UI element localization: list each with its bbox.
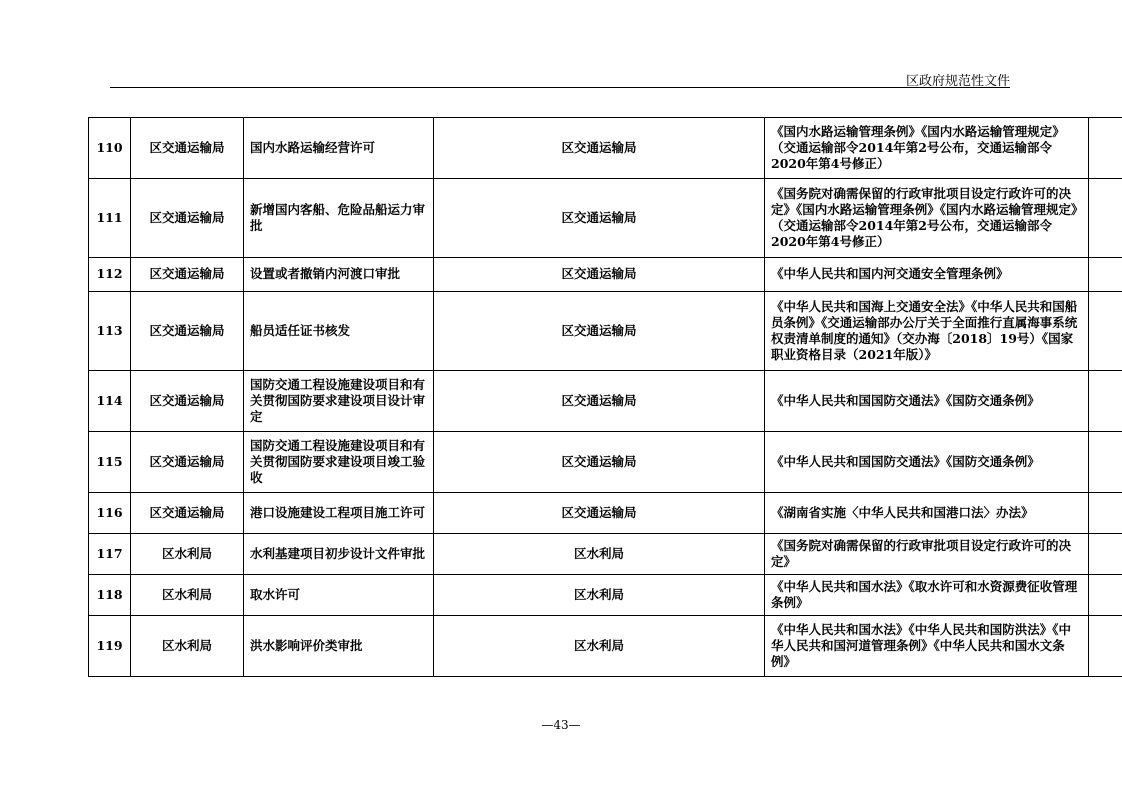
row-number: 111: [89, 179, 131, 258]
department-cell: 区交通运输局: [131, 432, 244, 493]
remark-cell: [1089, 118, 1122, 179]
remark-cell: [1089, 493, 1122, 534]
table-row: [89, 292, 1122, 371]
legal-basis-cell: 《中华人民共和国海上交通安全法》《中华人民共和国船员条例》《交通运输部办公厅关于全面推行直属海事系统权责清单制度的通知》（交办海〔2018〕19号）《国家职业资格目录（2021年版）》: [765, 292, 1089, 371]
page-number: —43—: [541, 718, 581, 732]
implementing-org-cell: 区交通运输局: [434, 118, 765, 179]
row-number: 112: [89, 258, 131, 292]
item-name-cell: 新增国内客船、危险品船运力审批: [244, 179, 434, 258]
item-name-cell: 洪水影响评价类审批: [244, 616, 434, 677]
implementing-org-cell: 区交通运输局: [434, 432, 765, 493]
header-title: 区政府规范性文件: [905, 74, 1010, 89]
legal-basis-cell: 《中华人民共和国国防交通法》《国防交通条例》: [765, 432, 1089, 493]
implementing-org-cell: 区水利局: [434, 575, 765, 616]
legal-basis-cell: 《国内水路运输管理条例》《国内水路运输管理规定》（交通运输部令2014年第2号公布，交通运输部令2020年第4号修正）: [765, 118, 1089, 179]
item-name-cell: 水利基建项目初步设计文件审批: [244, 534, 434, 575]
implementing-org-cell: 区交通运输局: [434, 258, 765, 292]
item-name-cell: 国防交通工程设施建设项目和有关贯彻国防要求建设项目设计审定: [244, 371, 434, 432]
department-cell: 区水利局: [131, 616, 244, 677]
table-row: [89, 371, 1122, 432]
header-divider: [110, 87, 1010, 88]
department-cell: 区水利局: [131, 575, 244, 616]
implementing-org-cell: 区交通运输局: [434, 493, 765, 534]
remark-cell: [1089, 432, 1122, 493]
legal-basis-cell: 《中华人民共和国国防交通法》《国防交通条例》: [765, 371, 1089, 432]
department-cell: 区水利局: [131, 534, 244, 575]
department-cell: 区交通运输局: [131, 258, 244, 292]
remark-cell: [1089, 179, 1122, 258]
row-number: 114: [89, 371, 131, 432]
item-name-cell: 国防交通工程设施建设项目和有关贯彻国防要求建设项目竣工验收: [244, 432, 434, 493]
row-number: 115: [89, 432, 131, 493]
approval-items-table: [88, 117, 1122, 677]
department-cell: 区交通运输局: [131, 371, 244, 432]
remark-cell: [1089, 371, 1122, 432]
implementing-org-cell: 区水利局: [434, 616, 765, 677]
table-row: [89, 616, 1122, 677]
row-number: 118: [89, 575, 131, 616]
item-name-cell: 港口设施建设工程项目施工许可: [244, 493, 434, 534]
department-cell: 区交通运输局: [131, 118, 244, 179]
table-row: [89, 534, 1122, 575]
implementing-org-cell: 区交通运输局: [434, 179, 765, 258]
item-name-cell: 设置或者撤销内河渡口审批: [244, 258, 434, 292]
table-row: [89, 575, 1122, 616]
legal-basis-cell: 《中华人民共和国水法》《中华人民共和国防洪法》《中华人民共和国河道管理条例》《中华人民共和国水文条例》: [765, 616, 1089, 677]
department-cell: 区交通运输局: [131, 179, 244, 258]
department-cell: 区交通运输局: [131, 493, 244, 534]
table-row: [89, 432, 1122, 493]
remark-cell: [1089, 575, 1122, 616]
legal-basis-cell: 《中华人民共和国水法》《取水许可和水资源费征收管理条例》: [765, 575, 1089, 616]
item-name-cell: 取水许可: [244, 575, 434, 616]
row-number: 116: [89, 493, 131, 534]
implementing-org-cell: 区水利局: [434, 534, 765, 575]
remark-cell: [1089, 534, 1122, 575]
legal-basis-cell: 《国务院对确需保留的行政审批项目设定行政许可的决定》: [765, 534, 1089, 575]
row-number: 110: [89, 118, 131, 179]
remark-cell: [1089, 616, 1122, 677]
table-row: [89, 179, 1122, 258]
remark-cell: [1089, 258, 1122, 292]
legal-basis-cell: 《国务院对确需保留的行政审批项目设定行政许可的决定》《国内水路运输管理条例》《国内水路运输管理规定》（交通运输部令2014年第2号公布，交通运输部令2020年第4号修正）: [765, 179, 1089, 258]
row-number: 117: [89, 534, 131, 575]
item-name-cell: 国内水路运输经营许可: [244, 118, 434, 179]
implementing-org-cell: 区交通运输局: [434, 371, 765, 432]
implementing-org-cell: 区交通运输局: [434, 292, 765, 371]
row-number: 113: [89, 292, 131, 371]
table-row: [89, 493, 1122, 534]
table-row: [89, 118, 1122, 179]
legal-basis-cell: 《湖南省实施〈中华人民共和国港口法〉办法》: [765, 493, 1089, 534]
item-name-cell: 船员适任证书核发: [244, 292, 434, 371]
table-row: [89, 258, 1122, 292]
row-number: 119: [89, 616, 131, 677]
department-cell: 区交通运输局: [131, 292, 244, 371]
remark-cell: [1089, 292, 1122, 371]
legal-basis-cell: 《中华人民共和国内河交通安全管理条例》: [765, 258, 1089, 292]
